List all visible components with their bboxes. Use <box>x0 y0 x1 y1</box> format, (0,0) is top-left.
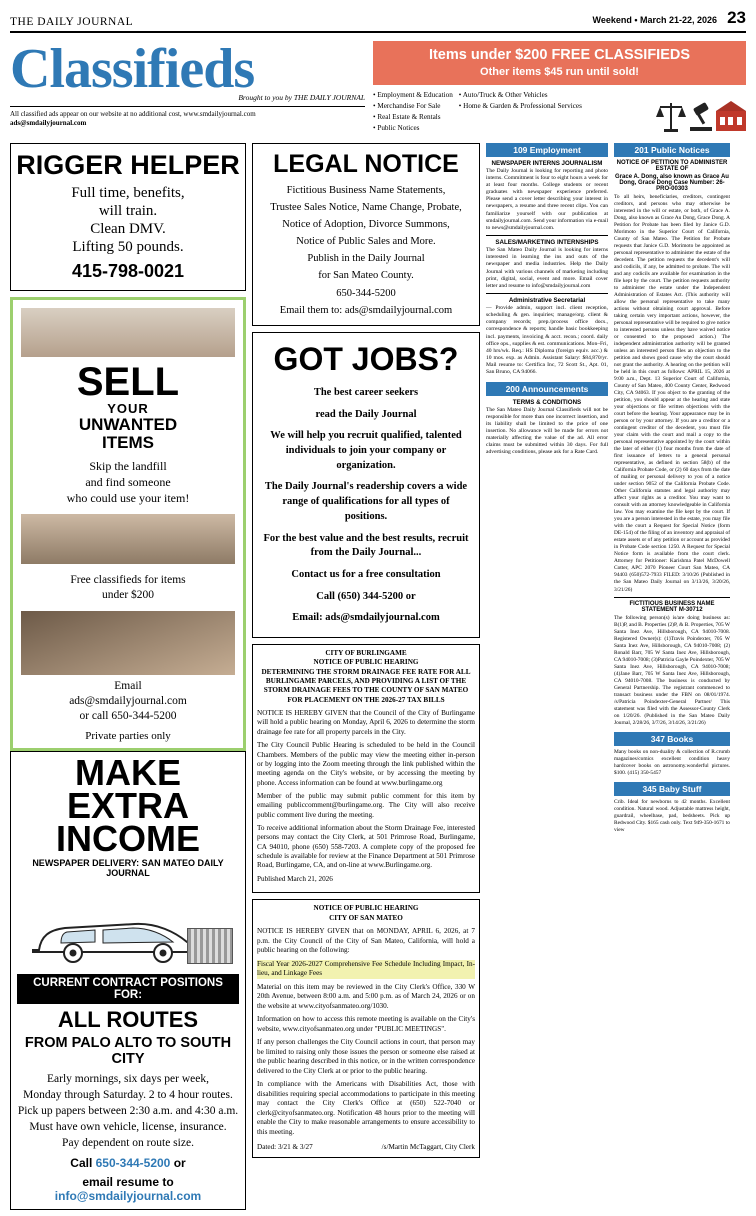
income-illustration <box>17 880 239 972</box>
column-4 <box>614 143 730 1216</box>
ad-title: SALES/MARKETING INTERNSHIPS <box>495 239 599 247</box>
income-banner: CURRENT CONTRACT POSITIONS FOR: <box>17 974 239 1004</box>
got-jobs-line-3: We will help you recruit qualified, talented individuals to join your company or organization. <box>270 430 462 471</box>
column-2 <box>252 143 480 1216</box>
category-column-2 <box>459 90 582 135</box>
burlingame-paragraph-4: To receive additional information about the Storm Drainage Fee, interested persons may contact the City Clerk, at 501 Primrose Road, Burlingame, CA 94010, phone (650) 558-7203. A complete copy of the proposed fee schedule is available for review at the Finance Department at 501 Primrose Road, Burlingame, CA, and on-line at www.Burlingame.org. <box>257 824 475 870</box>
burlingame-heading-1: CITY OF BURLINGAME <box>325 648 407 657</box>
sanmateo-paragraph-3: Information on how to access this remote meeting is available on the City's website, www.cityofsanmateo.org under "PUBLIC MEETINGS". <box>257 1015 475 1033</box>
ad-title: TERMS & CONDITIONS <box>512 398 582 406</box>
divider <box>486 293 608 294</box>
brought-by-line: Brought to you by THE DAILY JOURNAL <box>238 93 365 102</box>
rigger-helper-ad <box>10 143 246 291</box>
rigger-line-1: Full time, benefits, <box>71 184 185 201</box>
classified-ad <box>614 601 730 727</box>
got-jobs-line-2: read the Daily Journal <box>315 408 417 420</box>
income-detail-5: Pay dependent on route size. <box>62 1137 194 1150</box>
classified-ad <box>486 297 608 377</box>
category-item: • Merchandise For Sale <box>373 101 453 112</box>
sell-unwanted: UNWANTED <box>78 415 178 435</box>
category-item: • Employment & Education <box>373 90 453 101</box>
ad-body: The Daily Journal is looking for reporting and photo interns. Commitment is four to eight hours a week for at least four months. College students or recent graduates with newspaper experience preferred. Please send a cover letter describing your interest in newspapers, a resume and three recent clips. You can familiarize yourself with our publication at smdailyjournal.com. Send your information via e-mail to news@smdailyjournal.com. <box>486 167 608 231</box>
classifieds-title: Classifieds <box>10 38 255 100</box>
category-header-public-notices: 201 Public Notices <box>614 143 730 157</box>
content-grid <box>10 143 746 1216</box>
rigger-line-3: Clean DMV. <box>90 220 166 237</box>
scales-icon <box>656 97 686 135</box>
ad-title: NOTICE OF PETITION TO ADMINISTER ESTATE OF <box>616 159 728 172</box>
got-jobs-ad <box>252 332 480 638</box>
income-detail-2: Monday through Saturday. 2 to 4 hour routes. <box>23 1089 233 1102</box>
sell-email-address: ads@smdailyjournal.com <box>69 694 187 707</box>
ad-photo-kitchen <box>21 514 235 563</box>
income-email-address: info@smdailyjournal.com <box>54 1189 202 1204</box>
got-jobs-line-6: Contact us for a free consultation <box>291 568 441 580</box>
category-item: • Real Estate & Rentals <box>373 112 453 123</box>
sell-free-line-1: Free classifieds for items <box>70 573 186 586</box>
masthead <box>10 8 746 33</box>
sanmateo-paragraph-4: If any person challenges the City Council actions in court, that person may be limited to raising only those issues the person or someone else raised at the public hearing described in this notice, or in the written correspondence delivered to the City Clerk at or prior to the public hearing. <box>257 1038 475 1075</box>
income-detail-4: Must have own vehicle, license, insurance. <box>29 1121 227 1134</box>
got-jobs-title: GOT JOBS? <box>273 341 459 377</box>
divider <box>486 235 608 236</box>
income-title-1: MAKE EXTRA <box>66 751 189 826</box>
legal-line-6: for San Mateo County. <box>318 270 414 282</box>
category-item: • Home & Garden & Professional Services <box>459 101 582 112</box>
ad-title: NEWSPAPER INTERNS JOURNALISM <box>491 159 603 167</box>
classified-ad <box>486 399 608 457</box>
got-jobs-email: Email: ads@smdailyjournal.com <box>292 612 440 624</box>
category-list <box>373 90 746 135</box>
banner-right <box>373 41 746 135</box>
page-number: 23 <box>727 8 746 27</box>
income-call-label: Call <box>70 1156 96 1171</box>
legal-line-2: Trustee Sales Notice, Name Change, Probate, <box>270 201 462 213</box>
make-extra-income-ad <box>10 751 246 1211</box>
ad-body: To all heirs, beneficiaries, creditors, contingent creditors, and persons who may otherwise be interested in the will or estate, or both, of Grace A. Dong, also known as Grace Au Dong, Grace Dong. A Petition for Probate has been filed by Janice G.D. Morimoto in the Superior Court of California, County of San Mateo. The Petition for Probate requests that Janice G.D. Morimoto be appointed as personal representative to administer the estate of the decedent. The petition requests the decedent's will and codicils, if any, be admitted to probate. The will and any codicils are available for examination in the file kept by the court. The petition requests authority to administer the estate under the Independent Administration of Estates Act. (This authority will allow the personal representative to take many actions without obtaining court approval. Before taking certain very important actions, however, the personal representative will be required to give notice to interested persons unless they have waived notice or consented to the proposed action.) The independent administration authority will be granted unless an interested person files an objection to the petition and shows good cause why the court should not grant the authority. A hearing on the petition will be held in this court as follows: APRIL 15, 2026 at 9:00 a.m., Dept. 13 Superior Court of California, County of San Mateo, 400 County Center, Redwood City, CA 94063. If you object to the granting of the petition, you should appear at the hearing and state your objections or file written objections with the court before the hearing. Your appearance may be in person or by your attorney. If you are a creditor or a contingent creditor of the decedent, you must file your claim with the court and mail a copy to the personal representative appointed by the court within the later of either (1) four months from the date of first issuance of letters to a general personal representative, as defined in section 58(b) of the California Probate Code, or (2) 60 days from the date of mailing or personal delivery to you of a notice under section 9052 of the California Probate Code. Other California statutes and legal authority may affect your rights as a creditor. You may want to consult with an attorney knowledgeable in California law. You may examine the file kept by the court. If you are a person interested in the estate, you may file with the court a Request for Special Notice (form DE-154) of the filing of an inventory and appraisal of estate assets or of any petition or account as provided in Probate Code section 1250. A Request for Special Notice form is available from the court clerk. Attorney for Petitioner: Karishma Patel McDowell Cotter, APC 2070 Pioneer Court San Mateo, CA 94403 (650)572-7933 FILED: 3/10/26 (Published in the San Mateo Daily Journal on 3/13/26, 3/20/26, 3/21/26) <box>614 193 731 593</box>
sell-title: SELL <box>76 360 180 405</box>
legal-line-5: Publish in the Daily Journal <box>307 253 425 265</box>
sanmateo-paragraph-2: Material on this item may be reviewed in the City Clerk's Office, 330 W 20th Avenue, between 8:00 a.m. and 5:00 p.m. as of March 24, 2026 or on the website at www.cityofsanmateo.org/1030. <box>257 982 475 1010</box>
banner-left <box>10 38 365 135</box>
sell-free-line-2: under $200 <box>101 589 155 602</box>
issue-date: Weekend • March 21-22, 2026 <box>592 15 718 25</box>
ad-body: Many books on non-duality & collection of R.crumb magazines/comics excellent condition heavy hardcover books on astronomy.wonderful pictures. $100. (415) 350-5457 <box>614 748 730 776</box>
sell-free-note <box>21 573 235 604</box>
car-icon <box>25 910 205 966</box>
rigger-line-2: will train. <box>98 202 158 219</box>
sanmateo-paragraph-5: In compliance with the Americans with Disabilities Act, those with disabilities requiring special accommodations to participate in this meeting may contact the City Clerk's Office at (650) 522-7040 or clerk@cityofsanmateo.org. Notification 48 hours prior to the meeting will enable the City to make reasonable arrangements to ensure accessibility to this meeting. <box>257 1080 475 1136</box>
legal-line-3: Notice of Adoption, Divorce Summons, <box>282 218 450 230</box>
legal-notice-title: LEGAL NOTICE <box>273 149 459 178</box>
promo-line-1: Items under $200 FREE CLASSIFIEDS <box>428 47 691 63</box>
got-jobs-line-5: For the best value and the best results, recruit from the Daily Journal... <box>263 532 469 559</box>
burlingame-public-notice <box>252 644 480 893</box>
legal-line-1: Fictitious Business Name Statements, <box>286 184 446 196</box>
category-item: • Public Notices <box>373 123 453 134</box>
legal-phone: 650-344-5200 <box>336 287 396 299</box>
classified-ad <box>486 239 608 290</box>
sell-contact <box>21 679 235 724</box>
courthouse-icon <box>716 97 746 135</box>
income-detail-3: Pick up papers between 2:30 a.m. and 4:30 a.m. <box>17 1105 239 1118</box>
income-email-line <box>17 1175 239 1203</box>
income-subtitle: NEWSPAPER DELIVERY: SAN MATEO DAILY JOURNAL <box>32 857 224 878</box>
sell-pitch-line-1: Skip the landfill <box>89 458 167 473</box>
newspaper-stack-icon <box>187 928 233 964</box>
income-call-number: 650-344-5200 <box>95 1156 171 1171</box>
banner-note-line: All classified ads appear on our website at no additional cost, www.smdailyjournal.com <box>10 110 256 118</box>
ad-title: FICTITIOUS BUSINESS NAME STATEMENT M-30712 <box>629 600 715 613</box>
burlingame-paragraph-2: The City Council Public Hearing is scheduled to be held in the Council Chambers. Members of the public may view the meeting either in-person or by logging into the Zoom meeting through the link published within the meeting agenda on the City's website, or by accessing the meeting by phone. Access information can be found at www.burlingame.org <box>257 741 475 787</box>
category-column-1 <box>373 90 453 135</box>
sell-pitch-line-3: who could use your item! <box>66 491 190 506</box>
legal-email: Email them to: ads@smdailyjournal.com <box>279 304 453 316</box>
paper-name: THE DAILY JOURNAL <box>10 16 134 28</box>
sell-call: or call 650-344-5200 <box>79 709 177 722</box>
ad-subtitle: Grace A. Dong, also known as Grace Au Dong, Grace Dong Case Number: 26-PRO-00303 <box>615 173 729 192</box>
gavel-icon <box>688 97 714 135</box>
sell-items: ITEMS <box>102 432 154 452</box>
got-jobs-line-1: The best career seekers <box>313 387 419 398</box>
ad-body: The San Mateo Daily Journal Classifieds will not be responsible for more than one incorrect insertion, and its liability shall be limited to the price of one insertion. No allowance will be made for errors not materially affecting the value of the ad. All error claims must be submitted within 30 days. For full advertising conditions, please ask for a Rate Card. <box>486 406 608 456</box>
column-1 <box>10 143 246 1216</box>
income-routes-detail: FROM PALO ALTO TO SOUTH CITY <box>24 1034 232 1067</box>
ad-body: The following person(s) is/are doing business as: B(1)P, and B. Properties (2)P, & B. Properties, 705 W Santa Inez Ave, Hillsborough, CA 94010-7008. Registered Owner(s): (1)Travis Poindexter, 705 W Santa Inez Ave, Hillsborough, CA 94010-7008; (2) Ronald Barr, 705 W Santa Inez Ave, Hillsborough, CA 94010-7008; (3)Patricia Gayle Poindexter, 705 W Santa Inez Ave, Hillsborough, CA 94010-7008; (4)Jane Barr, 705 W Santa Inez Ave, Hillsborough, CA 94010-7008. The business is conducted by General Partnership. The registrant commenced to transact business under the FBN on 08/01/1974. /s/Patricia Poindexter-General Partner/ This statement was filed with the Assessor-County Clerk on 1/20/26. (Published in the San Mateo Daily Journal, 2/28/26, 3/7/26, 3/14/26, 3/21/26) <box>614 614 731 726</box>
sell-email-label: Email <box>114 679 142 692</box>
classified-ad <box>614 160 730 594</box>
ad-body: — Provide admin, support incl. client reception, scheduling & gen. inquiries; manage/org. client & company records; prep./process office docs., correspondence & reports; handle basic bookkeeping incl. payments, invoicing & acct. recon.; coord. daily office ops., supplies & est. communications. Mon–Fri, 40 hrs/wk. Req.: HS Diploma (foreign equiv. acc.) & 10 mos. exp. as Admin. Assistant Salary: $84,870/yr. Mail resume to: Certifica Inc, 72 Scott St., Apt. 01, San Bruno, CA 94066. <box>486 304 608 376</box>
income-call-line <box>17 1156 239 1170</box>
sell-private-note: Private parties only <box>85 729 171 742</box>
sell-unwanted-items-ad <box>10 297 246 751</box>
income-call-or: or <box>170 1156 186 1171</box>
classifieds-banner <box>10 38 746 135</box>
burlingame-published: Published March 21, 2026 <box>257 874 333 883</box>
got-jobs-line-4: The Daily Journal's readership covers a wide range of qualifications for all types of positions. <box>264 481 468 522</box>
sanmateo-heading-1: NOTICE OF PUBLIC HEARING <box>313 904 419 913</box>
category-item: • Auto/Truck & Other Vehicles <box>459 90 582 101</box>
promo-line-2: Other items $45 run until sold! <box>480 66 639 78</box>
income-title-2: INCOME <box>56 817 200 859</box>
sanmateo-dated: Dated: 3/21 & 3/27 <box>257 1143 313 1152</box>
legal-line-4: Notice of Public Sales and More. <box>296 236 436 248</box>
sell-your: YOUR <box>107 401 149 417</box>
promo-box <box>373 41 746 85</box>
burlingame-paragraph-1: NOTICE IS HEREBY GIVEN that the Council of the City of Burlingame will hold a public hearing on Monday, April 6, 2026 to determine the storm drainage fee rate for all property parcels in the City. <box>257 709 475 736</box>
burlingame-paragraph-3: Member of the public may submit public comment for this item by emailing publiccomment@burlingame.org. The City will also receive public comment live during the meeting. <box>257 791 475 819</box>
sanmateo-highlight: Fiscal Year 2026-2027 Comprehensive Fee Schedule Including Impact, In-lieu, and Linkage Fees <box>257 959 475 978</box>
decorative-icons <box>656 90 746 135</box>
category-header-books: 347 Books <box>614 732 730 746</box>
sell-pitch <box>21 458 235 507</box>
burlingame-heading-3: DETERMINING THE STORM DRAINAGE FEE RATE FOR ALL BURLINGAME PARCELS, AND PROVIDING A LIST OF THE STORM DRAINAGE FEES TO THE COUNTY OF SAN MATEO FOR PLACEMENT ON THE 2026-27 TAX BILLS <box>261 667 471 704</box>
rigger-title: RIGGER HELPER <box>16 149 240 180</box>
divider <box>614 597 730 598</box>
income-details <box>17 1071 239 1151</box>
income-routes: ALL ROUTES <box>57 1006 199 1032</box>
income-detail-1: Early mornings, six days per week, <box>47 1072 209 1085</box>
ad-body: The San Mateo Daily Journal is looking for interns interested in learning the ins and outs of the newspaper and media industries. Help the Daily Journal with various channels of marketing including print, digital, social, event and more. Email cover letter and resume to info@smdailyjournal.com <box>486 247 608 289</box>
ad-photo-furniture <box>21 308 235 357</box>
column-3 <box>486 143 608 1216</box>
legal-notice-ad <box>252 143 480 326</box>
sell-pitch-line-2: and find someone <box>85 474 171 489</box>
masthead-right <box>593 8 746 28</box>
income-email-label: email resume to <box>82 1175 174 1190</box>
ad-title: Administrative Secretarial <box>508 296 586 304</box>
category-header-employment: 109 Employment <box>486 143 608 157</box>
burlingame-heading-2: NOTICE OF PUBLIC HEARING <box>313 658 419 667</box>
sanmateo-signature: /s/Martin McTaggart, City Clerk <box>381 1143 475 1152</box>
banner-note-email: ads@smdailyjournal.com <box>10 118 87 127</box>
sanmateo-heading-2: CITY OF SAN MATEO <box>329 913 403 922</box>
sanmateo-paragraph-1: NOTICE IS HEREBY GIVEN that on MONDAY, APRIL 6, 2026, at 7 p.m. the City Council of the City of San Mateo, California, will hold a public hearing on the following: <box>257 927 475 955</box>
sanmateo-signature-row <box>257 1143 475 1153</box>
ad-body: Crib. Ideal for newborns to 42 months. Excellent condition. Natural wood. Adjustable mattress height, guardrail, wheelbase, pad, bedsheets. Pick up Redwood City. $165 cash only. Text 949-350-1671 to view <box>614 798 730 833</box>
rigger-phone: 415-798-0021 <box>71 260 185 281</box>
rigger-line-4: Lifting 50 pounds. <box>72 238 184 255</box>
san-mateo-public-notice <box>252 899 480 1158</box>
ad-photo-jars <box>21 611 235 675</box>
category-header-announcements: 200 Announcements <box>486 382 608 396</box>
banner-note <box>10 106 365 128</box>
got-jobs-call: Call (650) 344-5200 or <box>316 590 416 602</box>
classified-ad <box>486 160 608 232</box>
category-header-baby-stuff: 345 Baby Stuff <box>614 782 730 796</box>
